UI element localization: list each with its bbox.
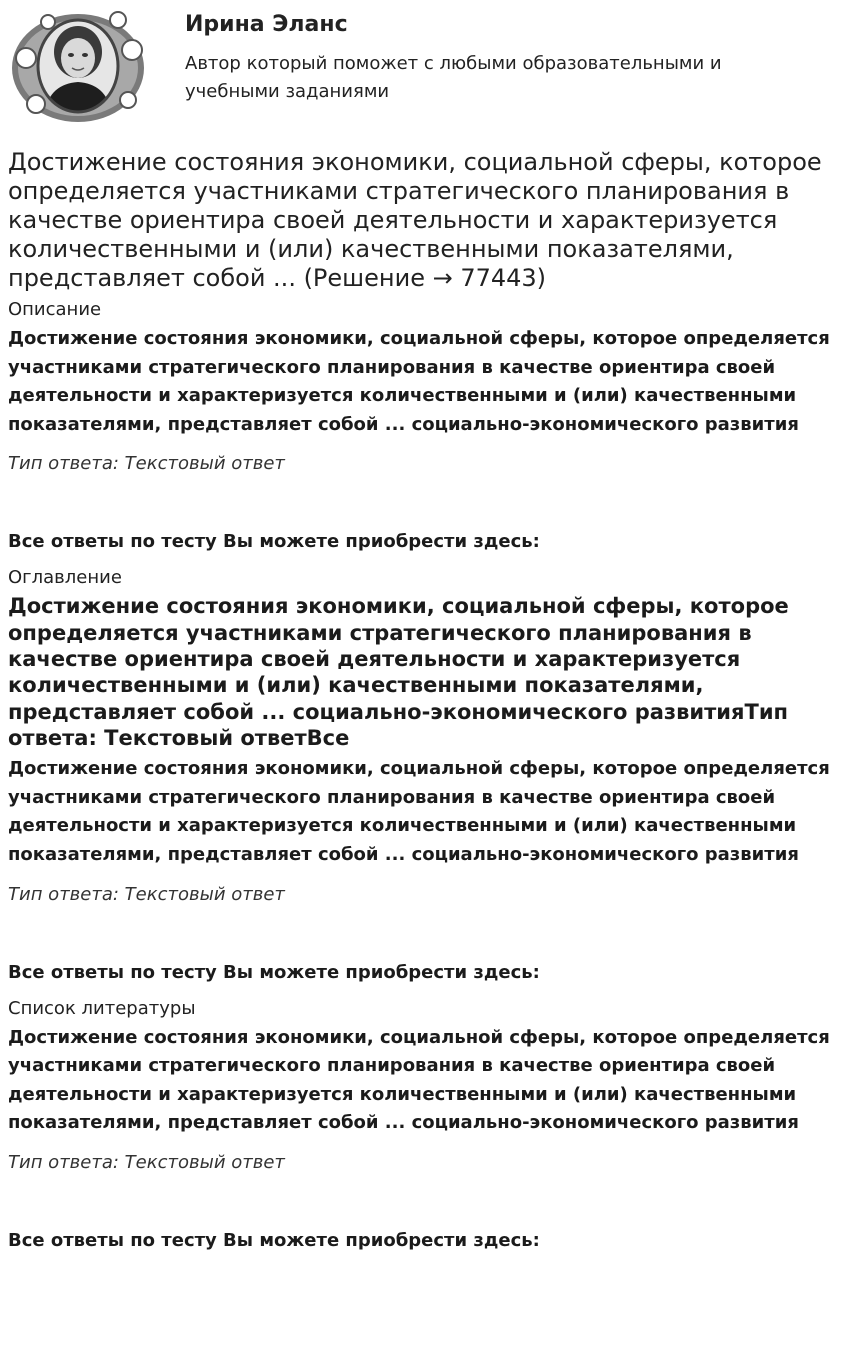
buy-answers-text: Все ответы по тесту Вы можете приобрести здесь: <box>8 1229 540 1251</box>
description-text: Достижение состояния экономики, социальной сферы, которое определяется участниками стратегического планирования в качестве ориентира своей деятельности и характеризуется количественными и (или) качественными показателями, представляет собой ... социально-экономического развития <box>8 328 830 435</box>
section-label-literature: Список литературы <box>8 997 196 1019</box>
toc-text: Достижение состояния экономики, социальной сферы, которое определяется участниками стратегического планирования в качестве ориентира своей деятельности и характеризуется количественными и (или) качественными показателями, представляет собой ... социально-экономического развития <box>8 758 830 865</box>
buy-answers-text: Все ответы по тесту Вы можете приобрести здесь: <box>8 531 540 553</box>
author-avatar-photo[interactable] <box>8 8 150 126</box>
answer-type: Тип ответа: Текстовый ответ <box>8 883 285 905</box>
main-content <box>8 148 838 1252</box>
section-label-description: Описание <box>8 299 102 320</box>
author-header <box>8 8 838 128</box>
literature-text: Достижение состояния экономики, социальной сферы, которое определяется участниками стратегического планирования в качестве ориентира своей деятельности и характеризуется количественными и (или) качественными показателями, представляет собой ... социально-экономического развития <box>8 1026 830 1134</box>
toc-section <box>8 567 838 983</box>
section-label-toc: Оглавление <box>8 567 122 589</box>
answer-type: Тип ответа: Текстовый ответ <box>8 1151 285 1173</box>
page-title: Достижение состояния экономики, социальной сферы, которое определяется участниками стратегического планирования в качестве ориентира своей деятельности и характеризуется количественными и (или) качественными показателями, представляет собой ... (Решение → 77443) <box>8 148 822 292</box>
author-name[interactable]: Ирина Эланс <box>185 12 348 37</box>
toc-heading: Достижение состояния экономики, социальной сферы, которое определяется участниками стратегического планирования в качестве ориентира своей деятельности и характеризуется количественными и (или) качественными показателями, представляет собой ... социально-экономического развитияТип ответа: Текстовый ответВсе <box>8 594 789 750</box>
answer-type: Тип ответа: Текстовый ответ <box>8 453 285 475</box>
author-description: Автор который поможет с любыми образовательными и учебными заданиями <box>185 53 722 102</box>
literature-section <box>8 998 838 1252</box>
buy-answers-text: Все ответы по тесту Вы можете приобрести здесь: <box>8 961 540 983</box>
description-section <box>8 299 838 553</box>
